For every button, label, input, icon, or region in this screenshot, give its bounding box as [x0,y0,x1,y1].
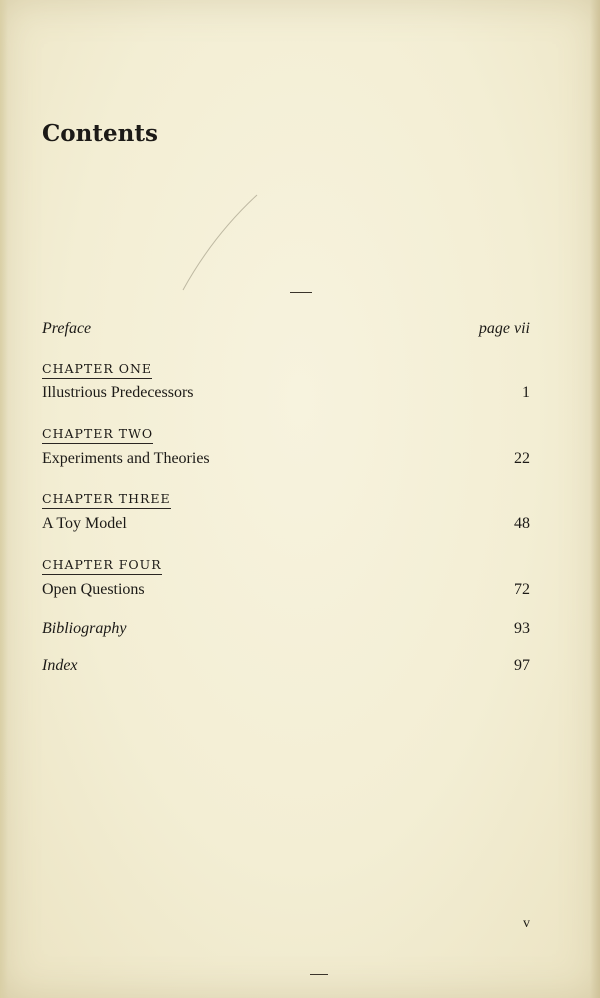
chapter-page: 22 [514,450,530,467]
toc-entry-label: Index [42,657,78,674]
page-title: Contents [42,120,158,147]
chapter-title: Experiments and Theories [42,450,210,467]
chapter-title: A Toy Model [42,515,127,532]
chapter-page: 72 [514,581,530,598]
chapter-heading: CHAPTER FOUR [42,557,162,575]
toc-entry-label: Preface [42,320,92,337]
chapter-title: Illustrious Predecessors [42,384,194,401]
toc-entry-chapter-one [42,384,530,408]
toc-entry-page: 93 [514,620,530,637]
toc-entry-chapter-three [42,515,530,539]
toc-entry-label: Bibliography [42,620,127,637]
chapter-title: Open Questions [42,581,145,598]
chapter-page: 1 [522,384,530,401]
page-folio: v [523,916,530,931]
page-edge-left [0,0,8,998]
toc-entry-preface [42,320,530,344]
toc-entry-page: page vii [478,320,530,337]
chapter-page: 48 [514,515,530,532]
toc-entry-bibliography [42,620,530,644]
chapter-heading: CHAPTER THREE [42,491,171,509]
toc-entry-page: 97 [514,657,530,674]
stray-mark [310,974,328,975]
toc-entry-chapter-two [42,450,530,474]
pencil-scratch-mark [175,190,265,300]
toc-entry-index [42,657,530,681]
page-edge-right [590,0,600,998]
chapter-heading: CHAPTER ONE [42,361,152,379]
chapter-heading: CHAPTER TWO [42,426,153,444]
stray-mark [290,292,312,293]
toc-entry-chapter-four [42,581,530,605]
